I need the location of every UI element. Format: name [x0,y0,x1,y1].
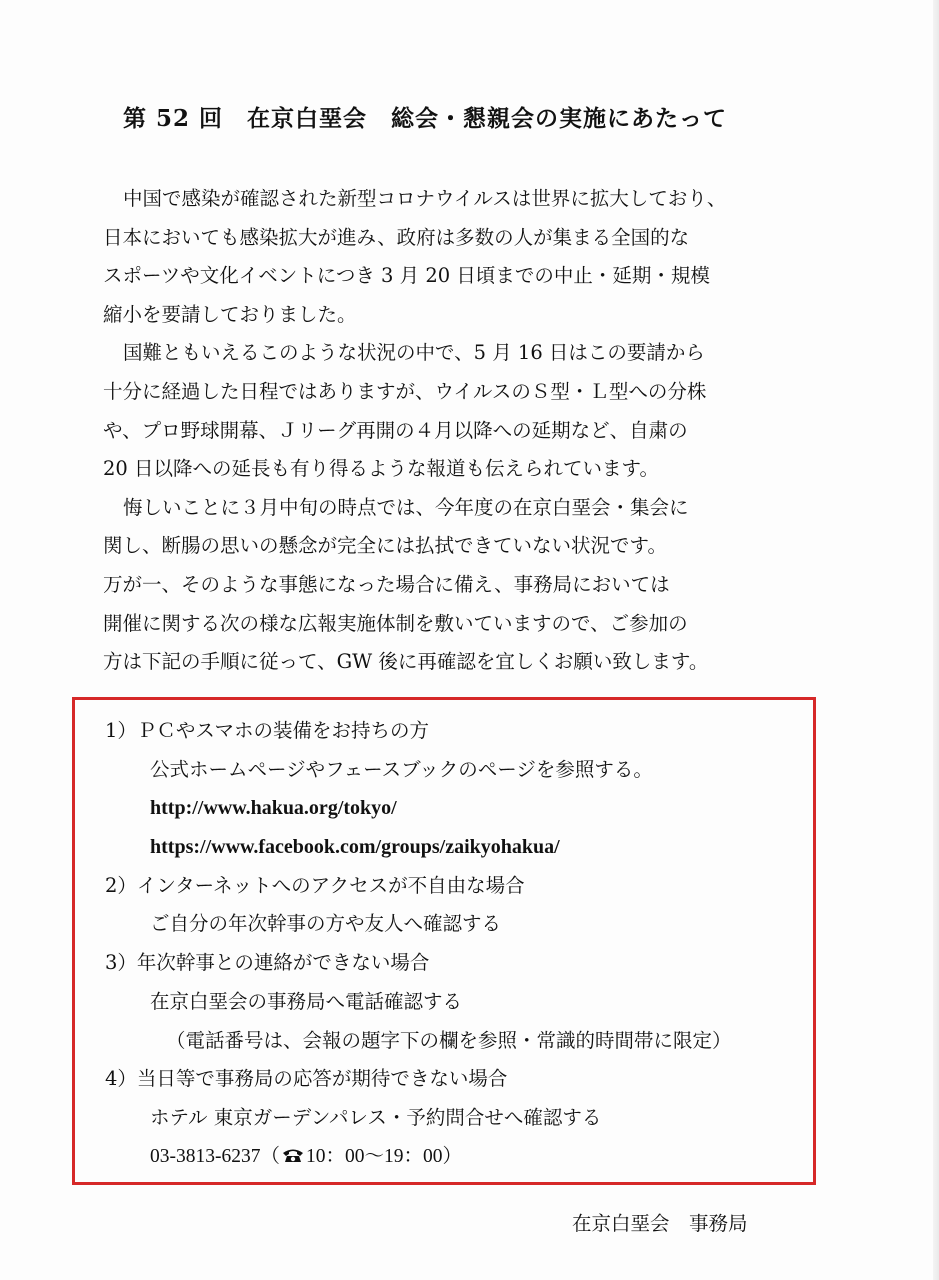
notice-item-3-text: 在京白堊会の事務局へ電話確認する [150,989,463,1013]
notice-item-3-heading: 3）年次幹事との連絡ができない場合 [105,951,430,975]
notice-item-2-heading: 2）インターネットへのアクセスが不自由な場合 [105,873,525,897]
body-line: や、プロ野球開幕、Ｊリーグ再開の４月以降への延期など、自粛の [103,418,688,442]
notice-item-2-text: ご自分の年次幹事の方や友人へ確認する [150,912,502,936]
notice-item-3-note: （電話番号は、会報の題字下の欄を参照・常識的時間帯に限定） [166,1028,732,1052]
scan-edge-shadow [933,0,939,1280]
notice-item-4-text: ホテル 東京ガーデンパレス・予約問合せへ確認する [150,1105,602,1129]
body-line: 中国で感染が確認された新型コロナウイルスは世界に拡大しており、 [123,187,727,210]
hotel-phone-line [105,1138,805,1177]
notice-list [105,712,805,1176]
hotel-phone-number[interactable]: 03-3813-6237 [150,1145,261,1167]
body-line: 関し、断腸の思いの懸念が完全には払拭できていない状況です。 [103,534,667,558]
body-line: 国難ともいえるこのような状況の中で、5 月 16 日はこの要請から [123,341,705,365]
body-line: 20 日以降への延長も有り得るような報道も伝えられています。 [103,457,659,481]
body-line: 方は下記の手順に従って、GW 後に再確認を宜しくお願い致します。 [103,650,709,674]
body-line: 縮小を要請しておりました。 [103,302,357,326]
announcement-body [103,180,823,682]
official-homepage-url[interactable]: http://www.hakua.org/tokyo/ [150,797,397,820]
document-title: 第 52 回 在京白堊会 総会・懇親会の実施にあたって [123,105,728,132]
office-signature: 在京白堊会 事務局 [572,1212,748,1235]
opening-paren: （ [260,1145,281,1167]
facebook-group-url[interactable]: https://www.facebook.com/groups/zaikyohakua/ [150,836,560,859]
notice-item-1-heading: 1）ＰＣやスマホの装備をお持ちの方 [105,719,430,742]
body-line: 万が一、そのような事態になった場合に備え、事務局においては [103,572,670,596]
notice-item-1-text: 公式ホームページやフェースブックのページを参照する。 [150,757,653,781]
body-line: スポーツや文化イベントにつき 3 月 20 日頃までの中止・延期・規模 [103,264,710,288]
telephone-icon [281,1139,305,1155]
notice-item-4-heading: 4）当日等で事務局の応答が期待できない場合 [105,1067,508,1091]
body-line: 開催に関する次の様な広報実施体制を敷いていますので、ご参加の [103,611,688,635]
reception-hours: 10：00～19：00） [306,1145,463,1167]
body-line: 悔しいことに３月中旬の時点では、今年度の在京白堊会・集会に [123,495,689,519]
body-line: 十分に経過した日程ではありますが、ウイルスのＳ型・Ｌ型への分株 [103,379,707,403]
body-line: 日本においても感染拡大が進み、政府は多数の人が集まる全国的な [103,225,690,249]
